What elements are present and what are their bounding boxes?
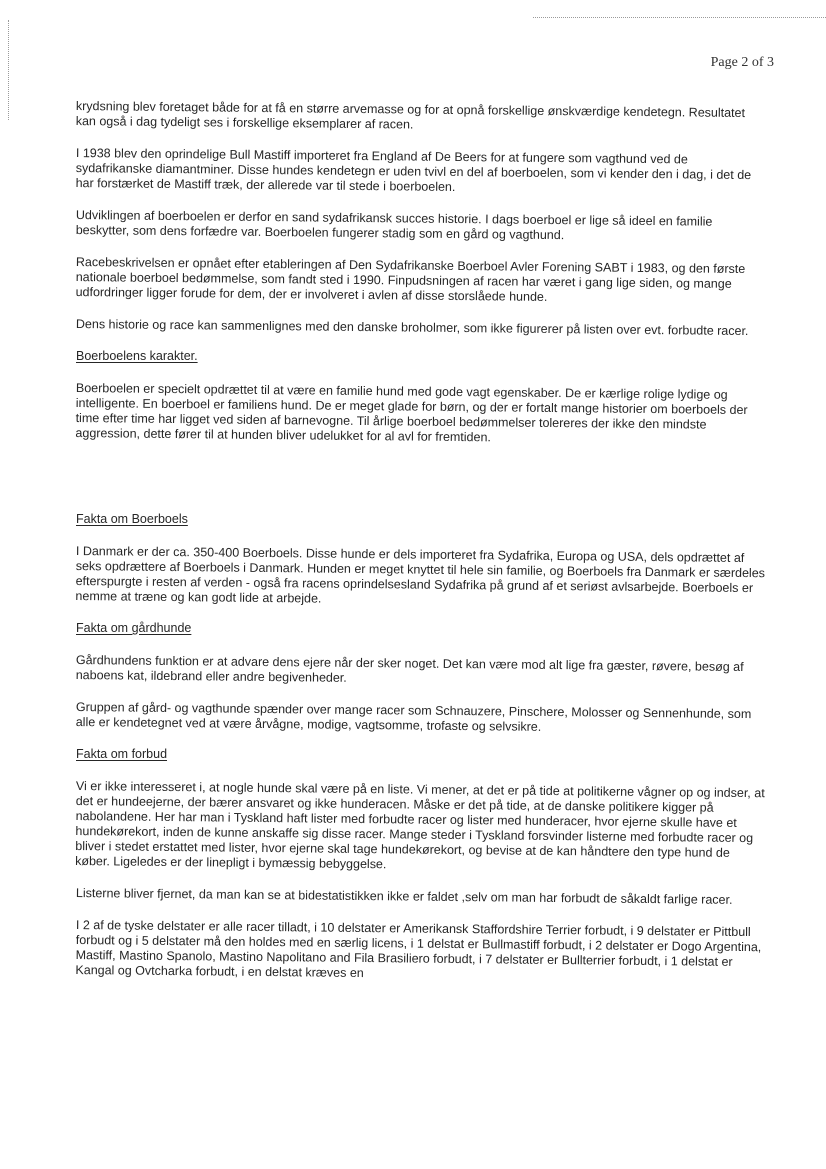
heading-karakter: Boerboelens karakter. <box>76 349 198 363</box>
document-body <box>76 99 766 995</box>
heading-fakta-forbud: Fakta om forbud <box>76 747 168 761</box>
paragraph-karakter: Boerboelen er specielt opdrættet til at være en familie hund med gode vagt egenskaber. De er kærlige rolige lydige og intelligente. En boerboel er familiens hund. De er meget glade for børn, og der er fortalt mange historier om boerboels der time efter time har ligget ved siden af barnevogne. Til årlige boerboel bedømmelser tolereres der ikke den mindste aggression, dette fører til at hunden bliver udelukket for al avl for fremtiden. <box>75 381 748 445</box>
scan-edge-left <box>8 20 10 120</box>
paragraph-fakta-boerboels: I Danmark er der ca. 350-400 Boerboels. Disse hunde er dels importeret fra Sydafrika, Europa og USA, dels opdrættet af seks opdrættere af Boerboels i Danmark. Hunden er meget knyttet til hele sin familie, og Boerboels fra Danmark er særdeles efterspurgte i resten af verden - også fra racens oprindelsesland Sydafrika på grund af et seriøst avlsarbejde. Boerboels er nemme at træne og kan godt lide at arbejde. <box>75 544 766 606</box>
paragraph-gaardhund-gruppe: Gruppen af gård- og vagthunde spænder over mange racer som Schnauzere, Pinschere, Molosser og Sennenhunde, som alle er kendetegnet ved at være årvågne, modige, vagtsomme, trofaste og selvsikre. <box>75 700 752 734</box>
paragraph-broholmer: Dens historie og race kan sammenlignes med den danske broholmer, som ikke figurerer på listen over evt. forbudte racer. <box>75 317 749 339</box>
section-spacer <box>76 458 766 512</box>
paragraph-forbud-delstater: I 2 af de tyske delstater er alle racer tilladt, i 10 delstater er Amerikansk Staffordshire Terrier forbudt, i 9 delstater er Pittbull forbudt og i 5 delstater må den holdes med en særlig licens, i 1 delstat er Bullmastiff forbudt, i 2 delstater er Dogo Argentina, Mastiff, Mastino Spanolo, Mastino Napolitano and Fila Brasiliero forbudt, i 7 delstater er Bullterrier forbudt, i 1 delstat er Kangal og Ovtcharka forbudt, i en delstat kræves en <box>75 918 762 981</box>
paragraph-breed-standard: Racebeskrivelsen er opnået efter etableringen af Den Sydafrikanske Boerboel Avler Forening SABT i 1983, og den første nationale boerboel bedømmelse, som fandt sted i 1990. Finpudsningen af racen har været i gang lige siden, og mange udfordringer ligger forude for dem, der er involveret i avlen af disse storslåede hunde. <box>75 255 746 304</box>
paragraph-bull-mastiff: I 1938 blev den oprindelige Bull Mastiff importeret fra England af De Beers for at fungere som vagthund ved de sydafrikanske diamantminer. Disse hundes kendetegn er uden tvivl en del af boerboelen, som vi kender den i dag, i det de har forstærket de Mastiff træk, der allerede var til stede i boerboelen. <box>75 146 752 194</box>
paragraph-crossbreeding: krydsning blev foretaget både for at få en større arvemasse og for at opnå forskellige ønskværdige kendetegn. Resultatet kan også i dag tydeligt ses i forskellige eksemplarer af racen. <box>75 99 746 132</box>
paragraph-gaardhund-funktion: Gårdhundens funktion er at advare dens ejere når der sker noget. Det kan være mod alt lige fra gæster, røvere, besøg af naboens kat, ildebrand eller andre begivenheder. <box>75 653 744 685</box>
heading-fakta-gaardhunde: Fakta om gårdhunde <box>76 621 192 635</box>
heading-fakta-boerboels: Fakta om Boerboels <box>76 512 188 526</box>
paragraph-forbud-liste: Vi er ikke interesseret i, at nogle hunde skal være på en liste. Vi mener, at det er på tide at politikerne vågner op og indser, at det er hundeejerne, der bærer ansvaret og ikke hunderacen. Måske er det på tide, at de danske politikere kigger på nabolandene. Her har man i Tyskland haft lister med forbudte racer og lister med hunderacer, hvor ejerne skulle have et hundekørekort, inden de kunne anskaffe sig disse racer. Mange steder i Tyskland forsvinder listerne med forbudte racer og bliver i stedet erstattet med lister, hvor ejerne skal tage hundekørekort, og bevise at de kan håndtere den type hund de køber. Ligeledes er der linepligt i bymæssig bebyggelse. <box>75 779 765 872</box>
page-number: Page 2 of 3 <box>710 55 774 70</box>
scan-edge-top <box>533 17 826 19</box>
paragraph-development: Udviklingen af boerboelen er derfor en sand sydafrikansk succes historie. I dags boerboel er lige så ideel en familie beskytter, som dens forfædre var. Boerboelen fungerer stadig som en gård og vagthund. <box>75 208 713 243</box>
paragraph-forbud-bidestatistik: Listerne bliver fjernet, da man kan se at bidestatistikken ikke er faldet ,selv om man har forbudt de såkaldt farlige racer. <box>75 886 733 907</box>
